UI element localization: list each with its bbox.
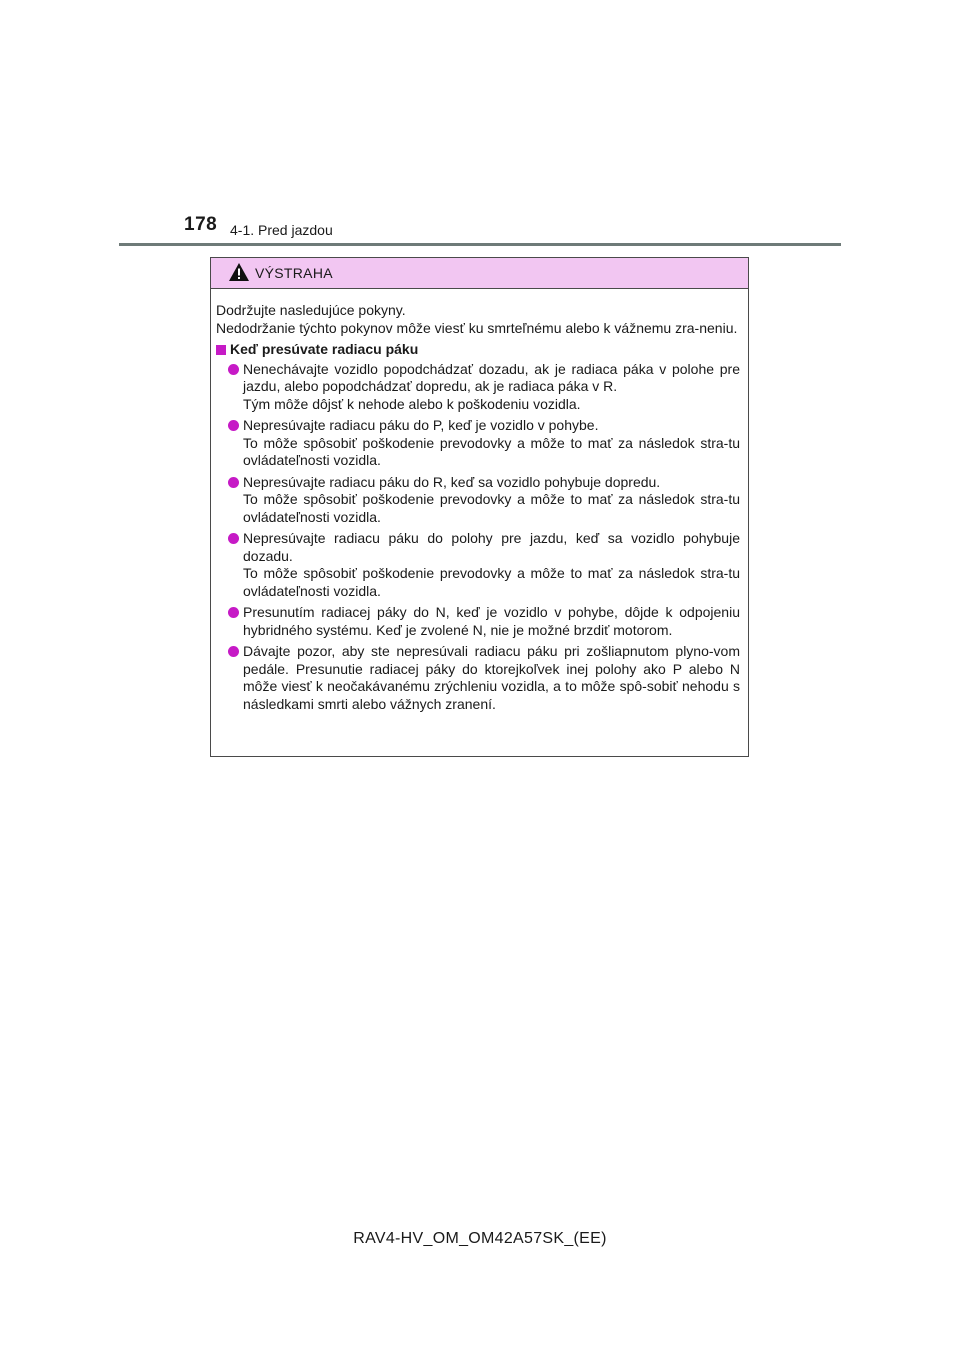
bullet-line: To môže spôsobiť poškodenie prevodovky a môže to mať za následok stra-tu ovládateľnosti vozidla. bbox=[243, 491, 740, 525]
warning-bullet-list bbox=[216, 361, 740, 714]
bullet-line: To môže spôsobiť poškodenie prevodovky a môže to mať za následok stra-tu ovládateľnosti vozidla. bbox=[243, 565, 740, 599]
circle-bullet-icon bbox=[228, 533, 239, 544]
bullet-line: Dávajte pozor, aby ste nepresúvali radiacu páku pri zošliapnutom plyno-vom pedále. Presunutie radiacej páky do ktorejkoľvek inej polohy ako P alebo N môže viesť k neočakávanému zrýchleniu vozidla, a to môže spô-sobiť nehodu s následkami smrti alebo vážnych zranení. bbox=[243, 643, 740, 712]
list-item bbox=[216, 643, 740, 713]
bullet-line: Tým môže dôjsť k nehode alebo k poškodeniu vozidla. bbox=[243, 395, 581, 412]
bullet-text bbox=[243, 417, 740, 470]
warning-header bbox=[211, 258, 748, 289]
circle-bullet-icon bbox=[228, 364, 239, 375]
list-item bbox=[216, 361, 740, 414]
bullet-text bbox=[243, 604, 740, 639]
list-item bbox=[216, 604, 740, 639]
circle-bullet-icon bbox=[228, 607, 239, 618]
list-item bbox=[216, 530, 740, 600]
bullet-text bbox=[243, 643, 740, 713]
warning-intro bbox=[216, 302, 740, 337]
bullet-text bbox=[243, 530, 740, 600]
bullet-line: To môže spôsobiť poškodenie prevodovky a môže to mať za následok stra-tu ovládateľnosti vozidla. bbox=[243, 434, 740, 468]
list-item bbox=[216, 474, 740, 527]
bullet-line: Nenechávajte vozidlo popodchádzať dozadu, ak je radiaca páka v polohe pre jazdu, alebo popodchádzať dopredu, ak je radiaca páka v R. bbox=[243, 360, 740, 394]
warning-body bbox=[211, 289, 748, 713]
header-divider bbox=[119, 243, 841, 246]
warning-box bbox=[210, 257, 749, 757]
list-item bbox=[216, 417, 740, 470]
circle-bullet-icon bbox=[228, 477, 239, 488]
bullet-text bbox=[243, 474, 740, 527]
subsection-heading bbox=[216, 341, 740, 359]
page-number: 178 bbox=[184, 214, 218, 235]
square-marker-icon bbox=[216, 345, 226, 355]
circle-bullet-icon bbox=[228, 646, 239, 657]
subsection-title: Keď presúvate radiacu páku bbox=[230, 341, 419, 357]
section-title: 4-1. Pred jazdou bbox=[230, 222, 333, 238]
bullet-line: Nepresúvajte radiacu páku do polohy pre jazdu, keď sa vozidlo pohybuje dozadu. bbox=[243, 530, 740, 564]
bullet-text bbox=[243, 361, 740, 414]
intro-line: Dodržujte nasledujúce pokyny. bbox=[216, 302, 406, 318]
bullet-line: Presunutím radiacej páky do N, keď je vozidlo v pohybe, dôjde k odpojeniu hybridného systému. Keď je zvolené N, nie je možné brzdiť motorom. bbox=[243, 604, 740, 638]
warning-title: VÝSTRAHA bbox=[255, 265, 333, 281]
bullet-line: Nepresúvajte radiacu páku do P, keď je vozidlo v pohybe. bbox=[243, 417, 599, 433]
manual-code: RAV4-HV_OM_OM42A57SK_(EE) bbox=[353, 1230, 607, 1247]
warning-triangle-icon bbox=[228, 262, 250, 282]
intro-line: Nedodržanie týchto pokynov môže viesť ku smrteľnému alebo k vážnemu zra-neniu. bbox=[216, 319, 738, 336]
circle-bullet-icon bbox=[228, 420, 239, 431]
bullet-line: Nepresúvajte radiacu páku do R, keď sa vozidlo pohybuje dopredu. bbox=[243, 473, 661, 490]
